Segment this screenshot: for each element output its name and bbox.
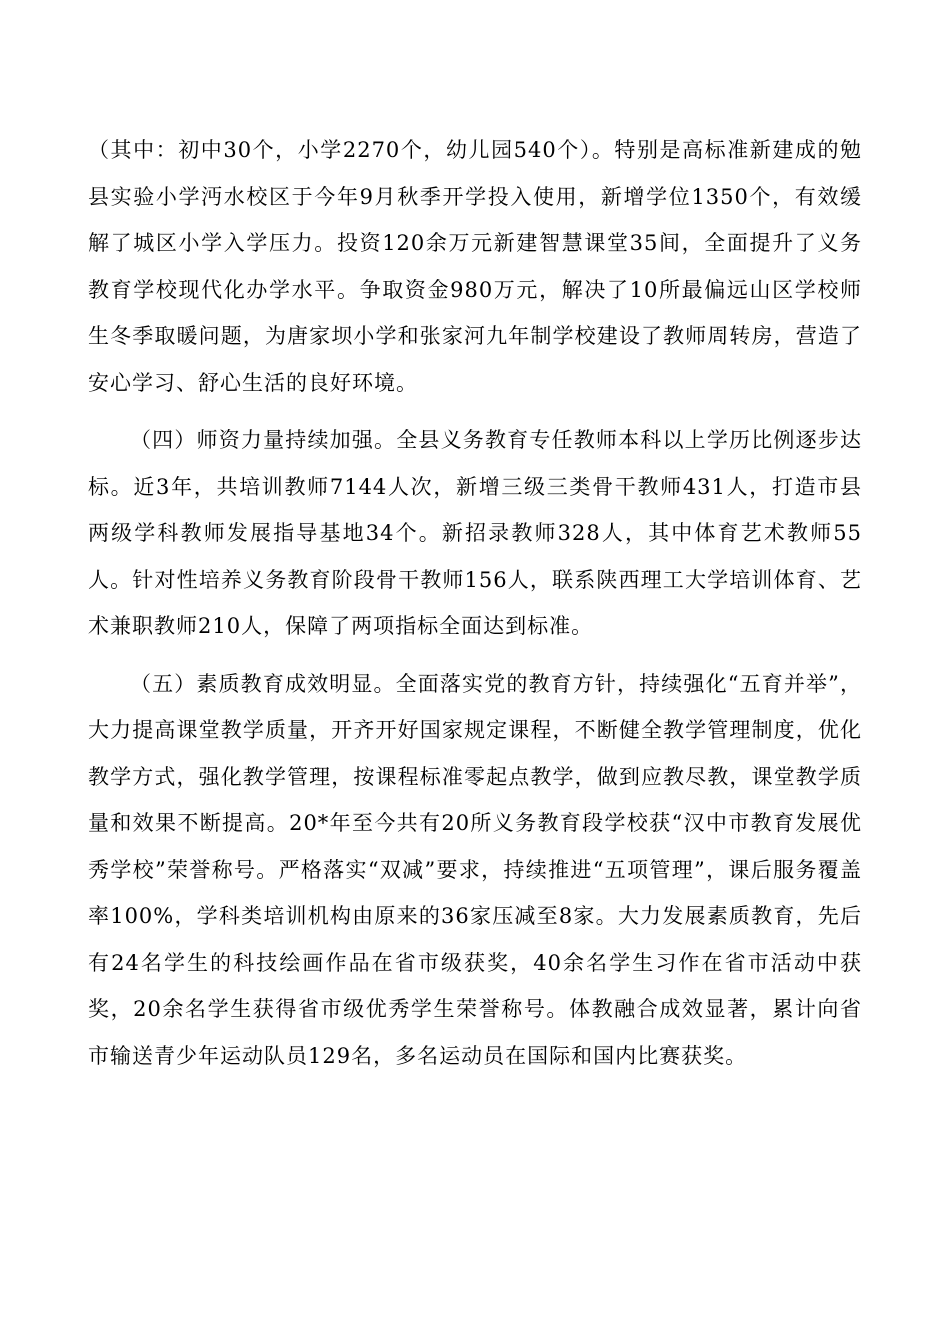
paragraph-quality-education: （五）素质教育成效明显。全面落实党的教育方针，持续强化“五育并举”，大力提高课堂教学质量，开齐开好国家规定课程，不断健全教学管理制度，优化教学方式，强化教学管理，按课程标准零起点教学，做到应教尽教，课堂教学质量和效果不断提高。20*年至今共有20所义务教育段学校获“汉中市教育发展优秀学校”荣誉称号。严格落实“双减”要求，持续推进“五项管理”，课后服务覆盖率100%，学科类培训机构由原来的36家压减至8家。大力发展素质教育，先后有24名学生的科技绘画作品在省市级获奖，40余名学生习作在省市活动中获奖，20余名学生获得省市级优秀学生荣誉称号。体教融合成效显著，累计向省市输送青少年运动队员129名，多名运动员在国际和国内比赛获奖。 (88, 671, 862, 1068)
paragraph-teachers: （四）师资力量持续加强。全县义务教育专任教师本科以上学历比例逐步达标。近3年，共培训教师7144人次，新增三级三类骨干教师431人，打造市县两级学科教师发展指导基地34个。新招录教师328人，其中体育艺术教师55人。针对性培养义务教育阶段骨干教师156人，联系陕西理工大学培训体育、艺术兼职教师210人，保障了两项指标全面达到标准。 (88, 428, 862, 638)
paragraph-continuation: （其中：初中30个，小学2270个，幼儿园540个）。特别是高标准新建成的勉县实验小学沔水校区于今年9月秋季开学投入使用，新增学位1350个，有效缓解了城区小学入学压力。投资120余万元新建智慧课堂35间，全面提升了义务教育学校现代化办学水平。争取资金980万元，解决了10所最偏远山区学校师生冬季取暖问题，为唐家坝小学和张家河九年制学校建设了教师周转房，营造了安心学习、舒心生活的良好环境。 (88, 138, 862, 395)
document-body (88, 127, 862, 1079)
